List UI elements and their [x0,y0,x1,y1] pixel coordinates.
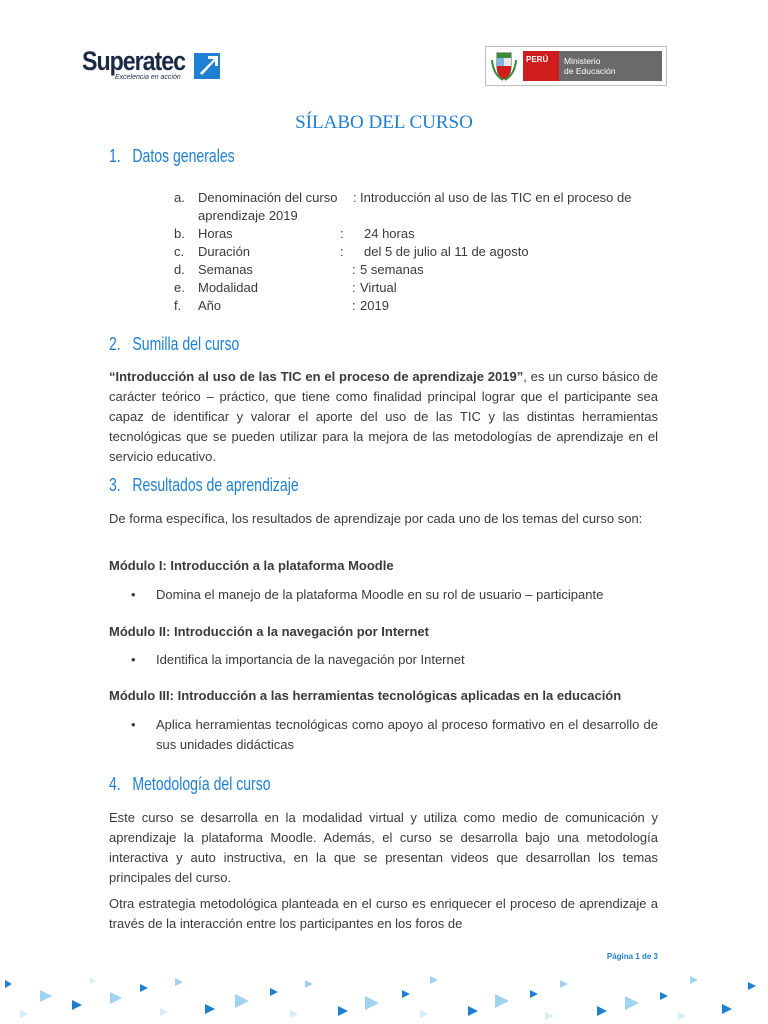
module-outcome-3: Aplica herramientas tecnológicas como apoyo al proceso formativo en el desarrollo de sus unidades didácticas [156,717,658,752]
section-title: Metodología del curso [132,774,271,794]
course-name-bold: “Introducción al uso de las TIC en el proceso de aprendizaje 2019” [109,369,524,384]
item-value-cont: aprendizaje 2019 [198,208,298,223]
section-heading-2 [109,334,239,355]
item-colon: : [340,244,344,259]
module-title-2: Módulo II: Introducción a la navegación por Internet [109,624,429,639]
section-number: 1. [109,146,121,166]
bullet-icon: • [131,717,136,732]
logo-name: Superatec [82,46,185,76]
item-label: Año [198,298,222,313]
item-value: Virtual [360,280,397,295]
page-number: Página 1 de 3 [606,952,658,961]
section-title: Datos generales [132,146,235,166]
sumilla-paragraph [109,367,658,467]
item-colon: : [353,190,357,205]
item-letter: d. [174,262,185,277]
section-title: Resultados de aprendizaje [132,475,299,495]
section-title: Sumilla del curso [132,334,240,354]
item-letter: c. [174,244,185,259]
bullet-icon: • [131,587,136,602]
item-colon: : [352,298,356,313]
resultados-intro: De forma específica, los resultados de aprendizaje por cada uno de los temas del curso son: [109,511,643,526]
section-heading-1 [109,146,235,167]
module-title-3: Módulo III: Introducción a las herramientas tecnológicas aplicadas en la educación [109,688,622,703]
bullet-icon: • [131,652,136,667]
item-label: Modalidad [198,280,258,295]
section-number: 3. [109,475,121,495]
peru-text: PERÚ [526,55,549,64]
ministerio-line1: Ministerio [564,56,601,66]
arrow-icon [194,49,224,79]
item-colon: : [340,226,344,241]
metodologia-paragraph-2: Otra estrategia metodológica planteada en el curso es enriquecer el proceso de aprendizaje a través de la interacción entre los participantes en los foros de [109,896,658,931]
item-colon: : [352,280,356,295]
section-number: 2. [109,334,121,354]
section-heading-4 [109,774,271,795]
logo-tagline: Excelencia en acción [115,74,181,81]
item-label: Denominación del curso [198,190,338,205]
ministerio-label [559,51,662,81]
item-letter: b. [174,226,185,241]
footer-pattern [0,970,768,1024]
item-label: Horas [198,226,233,241]
ministerio-logo [485,46,667,86]
sumilla-text: , es un curso básico de carácter teórico – práctico, que tiene como finalidad principal lograr que el participante sea capaz de identificar y valorar el aporte del uso de las TIC y las distintas herramientas tecnológicas que se pueden utilizar para la mejora de las metodologías de aprendizaje en el servicio educativo. [109,369,658,464]
item-letter: a. [174,190,185,205]
superatec-logo [82,44,222,86]
item-value: 2019 [360,298,389,313]
metodologia-paragraph-1: Este curso se desarrolla en la modalidad virtual y utiliza como medio de comunicación y aprendizaje la plataforma Moodle. Además, el curso se desarrolla bajo una metodología interactiva y auto instructiva, en la que se presentan videos que desarrollan los temas principales del curso. [109,810,658,885]
module-outcome-1: Domina el manejo de la plataforma Moodle en su rol de usuario – participante [156,587,604,602]
item-value: 24 horas [364,226,415,241]
item-value: 5 semanas [360,262,424,277]
peru-label [523,51,559,81]
item-value: Introducción al uso de las TIC en el proceso de [360,190,632,205]
item-letter: f. [174,298,182,313]
document-title: SÍLABO DEL CURSO [295,112,473,133]
module-title-1: Módulo I: Introducción a la plataforma Moodle [109,558,394,573]
ministerio-line2: de Educación [564,66,616,76]
module-outcome-2: Identifica la importancia de la navegación por Internet [156,652,465,667]
coat-of-arms-icon [491,50,517,82]
item-label: Semanas [198,262,253,277]
item-value: del 5 de julio al 11 de agosto [364,244,529,259]
item-label: Duración [198,244,251,259]
item-letter: e. [174,280,185,295]
section-number: 4. [109,774,121,794]
item-colon: : [352,262,356,277]
section-heading-3 [109,475,299,496]
